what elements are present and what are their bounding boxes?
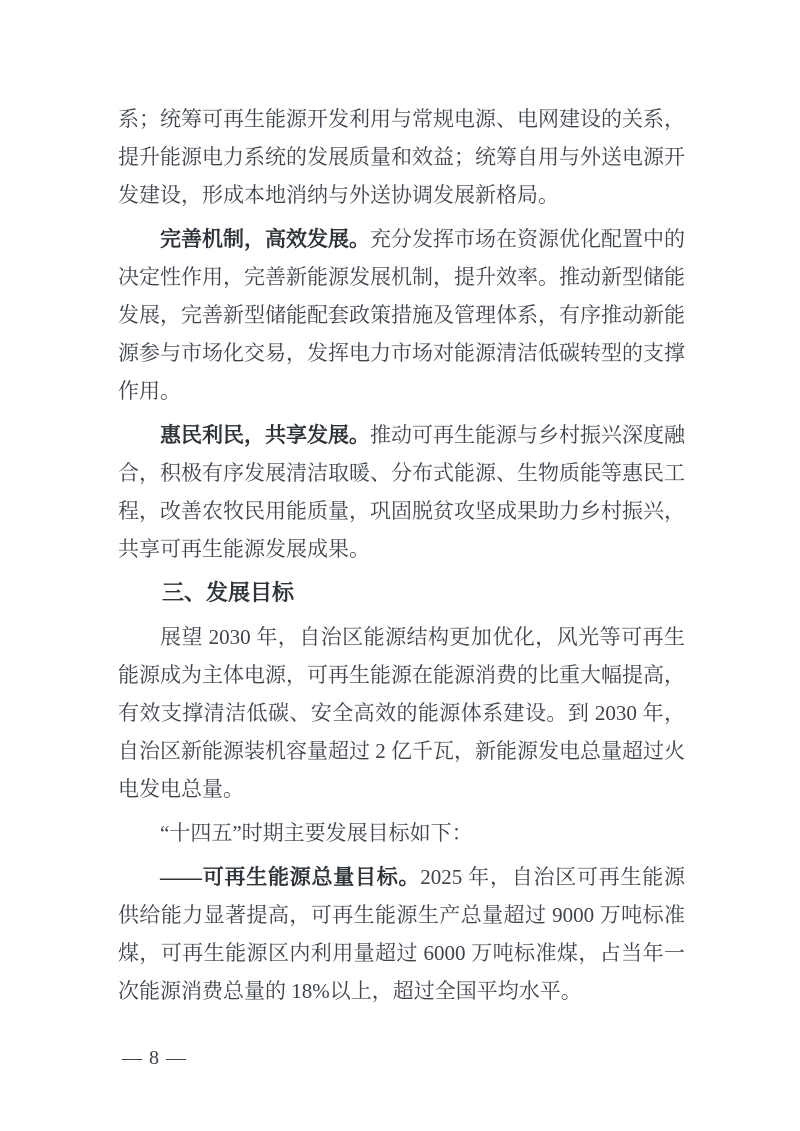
paragraph-text: 展望 2030 年，自治区能源结构更加优化，风光等可再生能源成为主体电源，可再生能源在能源消费的比重大幅提高，有效支撑清洁低碳、安全高效的能源体系建设。到 2030 年，自治区新能源装机容量超过 2 亿千瓦，新能源发电总量超过火电发电总量。 [118, 625, 685, 801]
section-heading-development-goals: 三、发展目标 [162, 580, 295, 605]
page-number: — 8 — [122, 1047, 187, 1069]
paragraph-text: 推动可再生能源与乡村振兴深度融合，积极有序发展清洁取暖、分布式能源、生物质能等惠民工程，改善农牧民用能质量，巩固脱贫攻坚成果助力乡村振兴，共享可再生能源发展成果。 [118, 423, 685, 561]
paragraph-text: 2025 年，自治区可再生能源供给能力显著提高，可再生能源生产总量超过 9000 万吨标准煤，可再生能源区内利用量超过 6000 万吨标准煤，占当年一次能源消费总量的 18%以上，超过全国平均水平。 [118, 865, 685, 1003]
paragraph-text: “十四五”时期主要发展目标如下： [160, 821, 473, 845]
paragraph-outlook-2030 [118, 618, 685, 808]
paragraph-text: 充分发挥市场在资源优化配置中的决定性作用，完善新能源发展机制，提升效率。推动新型储能发展，完善新型储能配套政策措施及管理体系，有序推动新能源参与市场化交易，发挥电力市场对能源清洁低碳转型的支撑作用。 [118, 227, 685, 403]
document-body [118, 100, 685, 1016]
paragraph-renewable-total-target [118, 858, 685, 1010]
paragraph-mechanism [118, 220, 685, 410]
paragraph-bold-lead: 完善机制，高效发展。 [160, 227, 370, 251]
paragraph-continuation [118, 100, 685, 214]
paragraph-text: 系；统筹可再生能源开发利用与常规电源、电网建设的关系，提升能源电力系统的发展质量和效益；统筹自用与外送电源开发建设，形成本地消纳与外送协调发展新格局。 [118, 107, 685, 207]
paragraph-welfare [118, 416, 685, 568]
paragraph-14-5-intro [118, 814, 685, 852]
paragraph-bold-lead: 惠民利民，共享发展。 [160, 423, 370, 447]
paragraph-bold-lead: ——可再生能源总量目标。 [160, 865, 421, 889]
